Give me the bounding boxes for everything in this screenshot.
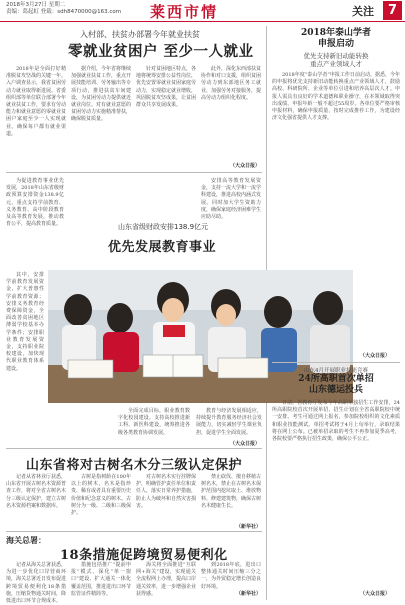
article2-column: 为促进教育事业优先发展，2018年山东省级财政预算安排资金138.9亿元，重点支持学前教育、义务教育、高中阶段教育及高等教育发展，推动教育公平，提高教育质量。 [6,178,64,228]
article4-headline: 18条措施促跨境贸易便利化 [60,548,228,563]
article3-column: 对古树名木实行挂牌保护，明确管护责任单位和责任人，落实日常养护措施，防止人为破坏和自然灾害损害。 [136,474,197,509]
header-date: 2018年3月27日 星期二 [6,2,66,8]
article1-kicker: 入村部、扶贫办部署今年就业扶贫 [80,30,200,39]
right1-subtitle: 优先支持新旧动能转换 重点产业领域人才 [303,52,369,68]
article2-source: （大众日报） [230,441,261,447]
right1-title: 2018年泰山学者 申报启动 [300,28,372,49]
right1-column: 2018年度“泰山学者”申报工作日前启动。据悉，今年的申报将优先支持新旧动能转换重点产业领域人才，鼓励高校、科研院所、企业等单位引进和培养高层次人才。申报人需具有良好的学术道德和职业操守，在本领域取得突出成绩，申报年龄一般不超过55周岁。各单位要严格审核申报材料，确保申报质量，按时完成推荐工作，为建设经济文化强省提供人才支撑。 [272,72,400,122]
article2-kicker: 山东省级财政安排138.9亿元 [118,223,209,231]
article1-column: 2018年是全面打好精准脱贫攻坚战的关键一年。入户调查显示，我省贫困劳动力就业取得新进展。省委组织部等单位联合部署今年就业扶贫工作，要求有劳动能力和就业意愿的零就业贫困户家庭至少一人实现就业。确保每户都有就业渠道。 [6,66,67,137]
article2-column: 教育与经济发展相适应，持续提升教育服务经济社会发展能力，切实减轻学生课业负担，促进学生全面发展。 [196,408,262,436]
right1-source: （大众日报） [360,353,391,359]
page-number: 7 [383,1,402,20]
right2-column: 日前，省教育厅发布今年高职单独招生工作安排，24所高职院校首次开展单招，招生计划在全省高职院校中统一安排。考生可通过网上报名，参加院校组织的文化素质和职业技能测试。单招考试将于4月上旬举行，录取结果将在网上公布。已被单招录取的考生不再参加夏季高考，各院校要严格执行招生政策，确保公平公正。 [272,400,400,443]
article4-column: 措施包括推广“提前申报”模式、深化“单一窗口”建设、扩大通关一体化覆盖范围，推进进出口环节监管证件精简等。 [71,562,132,597]
right2-intro: 山东4月开展职业技能竞赛 [303,368,368,374]
article-divider [6,172,262,173]
article3-headline: 山东省将对古树名木分三级认定保护 [26,458,243,473]
article3-column: 禁止砍伐、擅自移植古树名木，禁止在古树名木保护范围内挖坑取土、堆放物料、修建建筑物，确保古树名木健康生长。 [201,474,262,509]
article1-column: 针对贫困地区特点，各地将统筹安排公益性岗位，优先安置零就业贫困家庭劳动力，实现稳定就业增收，巩固脱贫攻坚成果，让贫困群众共享发展成果。 [136,66,197,109]
article3-column: 记者从省林业厅获悉，山东省开展古树名木资源普查工作，将对全省古树名木分三级认定保护，建立古树名木资源档案和数据库。 [6,474,67,509]
page-header [0,0,405,22]
section-label: 关注 [352,5,374,18]
article4-column: 海关将全面推进“互联网+海关”建设，实现通关全流程网上办理，提高口岸通关效率，进一步增强企业获得感。 [136,562,197,597]
article4-source: （新华社） [236,591,262,597]
article2-column: 其中，安排学前教育发展资金，扩大普惠性学前教育资源；安排义务教育经费保障资金，全面改善贫困地区薄弱学校基本办学条件；安排职业教育发展资金，支持职业院校建设，加快现代职业教育体系建设。 [6,272,44,372]
article4-kicker: 海关总署： [6,536,46,545]
article4-column: 记者从海关总署获悉，为进一步优化口岸营商环境，海关总署近日发布促进跨境贸易便利化18条措施，压缩货物通关时间，降低进出口环节合规成本。 [6,562,67,605]
article-divider [272,362,400,363]
header-editor: 责编：葛起虹 登载：sdh8470000@163.com [6,9,122,15]
article3-source: （新华社） [236,524,262,530]
article1-headline: 零就业贫困户 至少一人就业 [68,43,254,60]
article-divider [6,448,262,449]
article1-column: 此外，深化东西部扶贫协作和对口支援，组织贫困劳动力到东部地区务工就业，加强劳务对接服务，提高劳动力组织化程度。 [201,66,262,101]
article4-column: 到2018年底，进出口整体通关时间压缩三分之一，为外贸稳定增长创造良好环境。 [201,562,262,590]
article2-column: 安排高等教育发展资金，支持一流大学和一流学科建设，推进高校内涵式发展。同时加大学生资助力度，确保家庭经济困难学生应助尽助。 [201,178,262,221]
header-meta [6,2,121,16]
right2-title: 24所高职首次单招 山东德运投兵 [298,374,374,395]
masthead: 莱西市情 [150,3,219,21]
article1-source: （大众日报） [230,163,261,169]
article3-column: 古树是指树龄在100年以上的树木，名木是指珍贵、稀有或者具有重要历史价值和纪念意义的树木。古树分为一级、二级和三级保护。 [71,474,132,517]
article-divider [6,531,262,532]
article1-column: 据介绍，今年省将继续加强就业扶贫工作，重点开展技能培训、劳务输出等专项行动，推进扶贫车间建设，为贫困劳动力提供就近就业岗位。对有就业意愿的贫困劳动力实施精准帮扶，确保脱贫质量。 [71,66,132,123]
right2-source: （大众日报） [360,591,391,597]
article2-headline: 优先发展教育事业 [108,240,217,255]
article2-column: 全面完成目标，职业教育数字化校园建设。支持高校推进新工科、新医科建设，统筹推进各级各类教育协调发展。 [118,408,190,436]
